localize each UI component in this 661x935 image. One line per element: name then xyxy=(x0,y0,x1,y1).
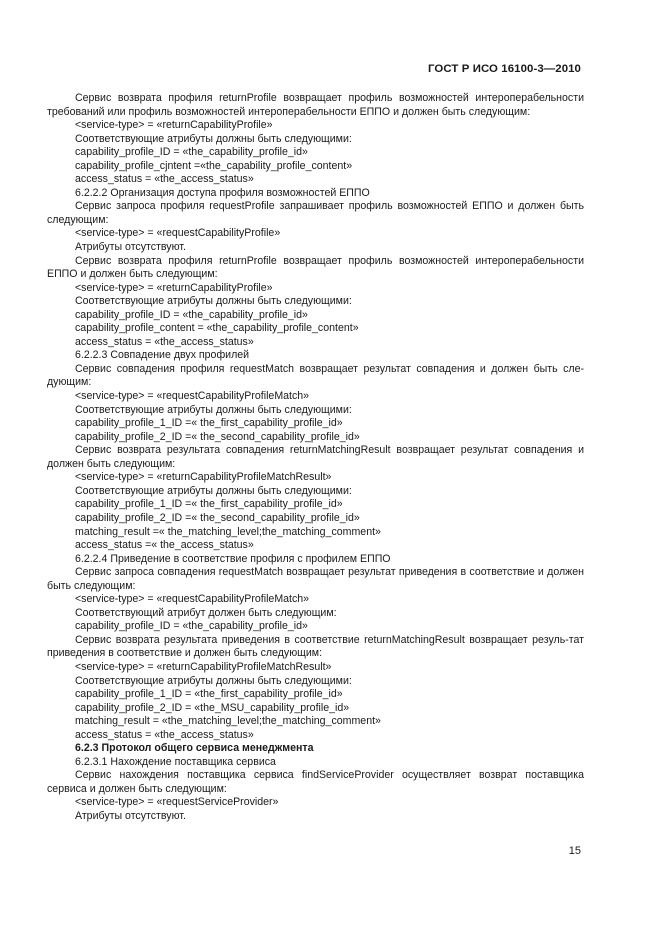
paragraph: Соответствующие атрибуты должны быть следующими: xyxy=(75,295,352,308)
paragraph: Соответствующие атрибуты должны быть следующими: xyxy=(75,403,352,416)
code-line: matching_result =« the_matching_level;the_matching_comment» xyxy=(75,525,381,538)
section-heading-text: 6.2.3 Протокол общего сервиса менеджмента xyxy=(75,742,314,755)
page-number: 15 xyxy=(568,845,581,857)
code-line: capability_profile_1_ID =« the_first_capability_profile_id» xyxy=(75,498,343,511)
code-line: <service-type> = «requestCapabilityProfileMatch» xyxy=(75,593,310,606)
code-line: capability_profile_ID = «the_capability_profile_id» xyxy=(75,308,308,321)
code-line: access_status =« the_access_status» xyxy=(75,539,254,552)
code-line: <service-type> = «returnCapabilityProfileMatchResult» xyxy=(75,471,332,484)
code-line: capability_profile_2_ID = «the_MSU_capability_profile_id» xyxy=(75,701,350,714)
code-line: capability_profile_2_ID =« the_second_capability_profile_id» xyxy=(75,511,360,524)
paragraph: Соответствующие атрибуты должны быть следующими: xyxy=(75,132,352,145)
paragraph: Сервис запроса совпадения requestMatch возвращает результат приведения в соответствие и должен быть следующим: xyxy=(47,566,584,592)
paragraph: Атрибуты отсутствуют. xyxy=(75,241,186,254)
paragraph: Атрибуты отсутствуют. xyxy=(75,809,186,822)
paragraph: Сервис возврата результата совпадения returnMatchingResult возвращает результат совпадения и должен быть следующим: xyxy=(47,444,584,470)
code-line: capability_profile_1_ID = «the_first_capability_profile_id» xyxy=(75,688,343,701)
code-line: <service-type> = «returnCapabilityProfileMatchResult» xyxy=(75,660,332,673)
code-line: <service-type> = «requestServiceProvider» xyxy=(75,796,279,809)
subsection-heading: 6.2.2.3 Совпадение двух профилей xyxy=(75,349,250,362)
subsection-heading: 6.2.3.1 Нахождение поставщика сервиса xyxy=(75,755,276,768)
code-line: <service-type> = «requestCapabilityProfileMatch» xyxy=(75,390,310,403)
paragraph: Сервис возврата результата приведения в соответствие returnMatchingResult возвращает резуль-тат приведения в соответствие и должен быть следующим: xyxy=(47,633,584,660)
code-line: capability_profile_ID = «the_capability_profile_id» xyxy=(75,146,308,159)
code-line: capability_profile_cjntent =«the_capability_profile_content» xyxy=(75,159,353,172)
code-line: matching_result = «the_matching_level;the_matching_comment» xyxy=(75,715,381,728)
paragraph: Сервис совпадения профиля requestMatch возвращает результат совпадения и должен быть сле-дующим: xyxy=(47,362,584,389)
code-line: capability_profile_1_ID =« the_first_capability_profile_id» xyxy=(75,417,343,430)
code-line: <service-type> = «returnCapabilityProfile» xyxy=(75,119,273,132)
paragraph: Сервис возврата профиля returnProfile возвращает профиль возможностей интероперабельности ЕППО и должен быть следующим: xyxy=(47,254,584,281)
paragraph: Сервис нахождения поставщика сервиса findServiceProvider осуществляет возврат поставщика сервиса и должен быть следующим: xyxy=(47,769,584,795)
subsection-heading: 6.2.2.4 Приведение в соответствие профиля с профилем ЕППО xyxy=(75,552,391,565)
code-line: capability_profile_content = «the_capability_profile_content» xyxy=(75,322,359,335)
code-line: <service-type> = «returnCapabilityProfile» xyxy=(75,281,273,294)
paragraph: Соответствующий атрибут должен быть следующим: xyxy=(75,606,337,619)
subsection-heading: 6.2.2.2 Организация доступа профиля возможностей ЕППО xyxy=(75,186,370,199)
section-heading xyxy=(47,742,584,756)
code-line: capability_profile_ID = «the_capability_profile_id» xyxy=(75,620,308,633)
paragraph: Сервис запроса профиля requestProfile запрашивает профиль возможностей ЕППО и должен быть следующим: xyxy=(47,200,584,226)
code-line: access_status = «the_access_status» xyxy=(75,335,254,348)
paragraph: Соответствующие атрибуты должны быть следующими: xyxy=(75,484,352,497)
code-line: capability_profile_2_ID =« the_second_capability_profile_id» xyxy=(75,430,360,443)
paragraph: Сервис возврата профиля returnProfile возвращает профиль возможностей интероперабельности требований или профиль возможностей интероперабельности ЕППО и должен быть следующим: xyxy=(47,92,584,118)
code-line: access_status = «the_access_status» xyxy=(75,728,254,741)
paragraph: Соответствующие атрибуты должны быть следующими: xyxy=(75,674,352,687)
standard-header: ГОСТ Р ИСО 16100-3—2010 xyxy=(428,63,581,75)
code-line: <service-type> = «requestCapabilityProfile» xyxy=(75,227,281,240)
code-line: access_status = «the_access_status» xyxy=(75,173,254,186)
body-text xyxy=(47,92,584,824)
